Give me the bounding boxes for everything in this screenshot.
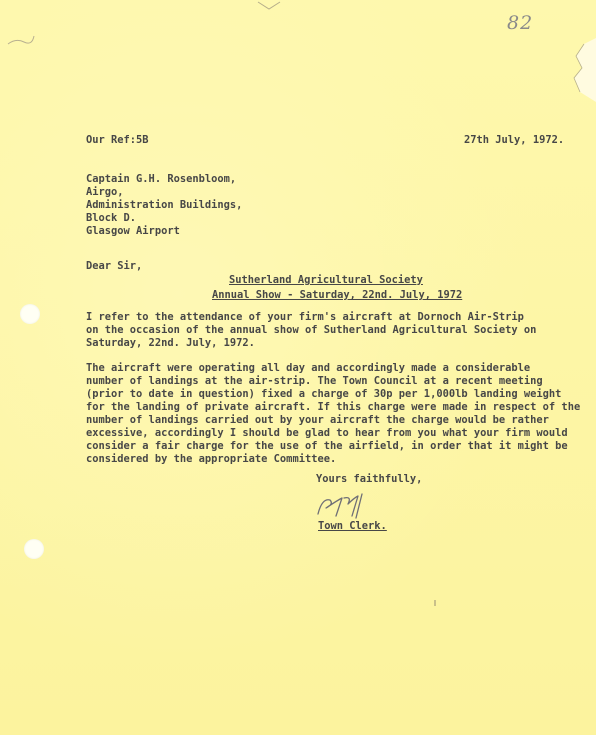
- punch-hole: [20, 304, 40, 324]
- subject-line: Annual Show - Saturday, 22nd. July, 1972: [212, 289, 463, 301]
- paragraph-line: I refer to the attendance of your firm's aircraft at Dornoch Air-Strip: [86, 311, 524, 323]
- punch-hole: [24, 539, 44, 559]
- top-pencil-mark: [256, 0, 282, 12]
- handwritten-signature: [308, 490, 378, 522]
- paragraph-line: The aircraft were operating all day and accordingly made a considerable: [86, 362, 531, 374]
- salutation: Dear Sir,: [86, 260, 143, 272]
- subject-line: Sutherland Agricultural Society: [229, 274, 423, 286]
- letter-date: 27th July, 1972.: [464, 134, 565, 146]
- address-line: Glasgow Airport: [86, 225, 180, 237]
- address-line: Administration Buildings,: [86, 199, 243, 211]
- paragraph-line: number of landings at the air-strip. The Town Council at a recent meeting: [86, 375, 543, 387]
- paragraph-line: number of landings carried out by your aircraft the charge would be rather: [86, 414, 549, 426]
- paragraph-line: considered by the appropriate Committee.: [86, 453, 337, 465]
- paragraph-line: for the landing of private aircraft. If this charge were made in respect of the: [86, 401, 581, 413]
- address-line: Block D.: [86, 212, 137, 224]
- paragraph-line: Saturday, 22nd. July, 1972.: [86, 337, 255, 349]
- paragraph-line: consider a fair charge for the use of the airfield, in order that it might be: [86, 440, 568, 452]
- paper-speck: [434, 600, 436, 606]
- closing: Yours faithfully,: [316, 473, 423, 485]
- reference: Our Ref:5B: [86, 134, 149, 146]
- torn-edge: [566, 38, 596, 102]
- signature-title: Town Clerk.: [318, 520, 387, 532]
- paragraph-line: (prior to date in question) fixed a charge of 30p per 1,000lb landing weight: [86, 388, 562, 400]
- address-line: Airgo,: [86, 186, 124, 198]
- handwritten-page-number: 82: [507, 12, 534, 34]
- pencil-mark: [6, 30, 36, 50]
- paragraph-line: excessive, accordingly I should be glad to hear from you what your firm would: [86, 427, 568, 439]
- paragraph-line: on the occasion of the annual show of Sutherland Agricultural Society on: [86, 324, 537, 336]
- address-line: Captain G.H. Rosenbloom,: [86, 173, 237, 185]
